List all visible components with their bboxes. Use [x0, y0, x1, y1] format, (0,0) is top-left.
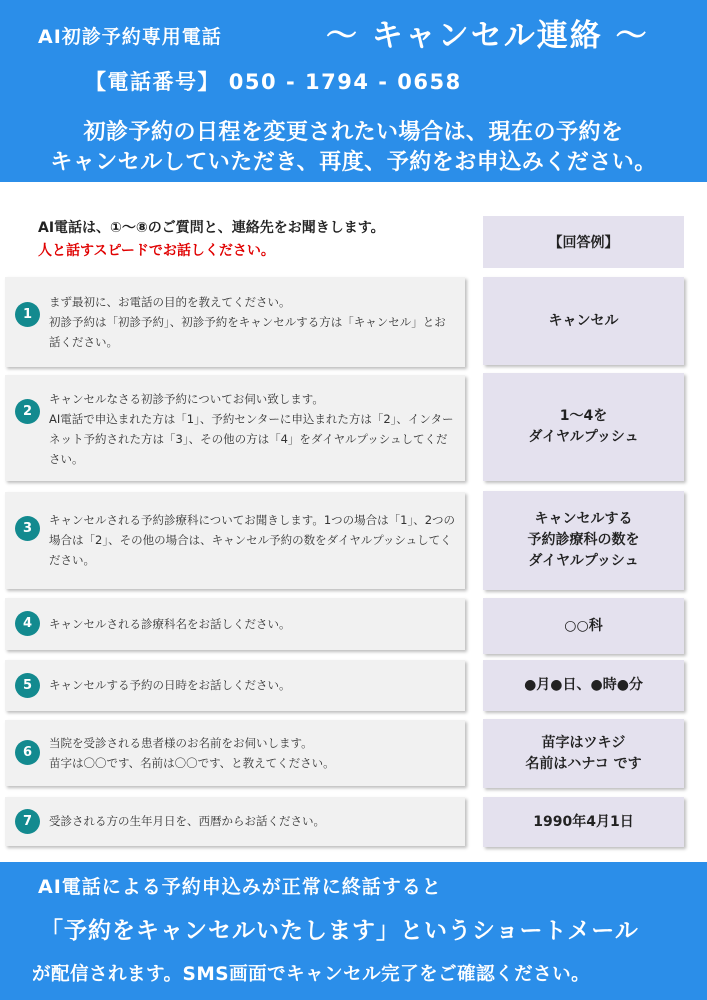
question-box	[5, 492, 465, 589]
footer-line-2: 「予約をキャンセルいたします」というショートメール	[40, 918, 639, 944]
question-box	[5, 375, 465, 481]
answer-box: 1990年4月1日	[483, 797, 684, 847]
question-text: キャンセルなさる初診予約についてお伺い致します。 AI電話で申込まれた方は「1」、予約センターに申込まれた方は「2」、インターネット予約された方は「3」、その他の方は「4」をダイヤルプッシュしてください。	[49, 392, 454, 466]
answer-box: 苗字はツキジ 名前はハナコ です	[483, 719, 684, 788]
intro-warning: 人と話すスピードでお話しください。	[38, 243, 275, 259]
question-text: キャンセルされる予約診療科についてお聞きします。1つの場合は「1」、2つの場合は「2」、その他の場合は、キャンセル予約の数をダイヤルプッシュしてください。	[49, 513, 456, 567]
question-box	[5, 598, 465, 650]
answer-box: ○○科	[483, 598, 684, 654]
question-text: 当院を受診される患者様のお名前をお伺いします。 苗字は〇〇です、名前は〇〇です、と教えてください。	[49, 736, 335, 770]
question-text: 受診される方の生年月日を、西暦からお話ください。	[49, 814, 325, 828]
step-number-badge: 1	[15, 302, 40, 327]
footer-line-1: AI電話による予約申込みが正常に終話すると	[38, 876, 442, 898]
page-title: ～ キャンセル連絡 ～	[326, 18, 649, 54]
step-number-badge: 3	[15, 516, 40, 541]
question-box	[5, 277, 465, 367]
step-number-badge: 7	[15, 809, 40, 834]
footer-line-3: が配信されます。SMS画面でキャンセル完了をご確認ください。	[32, 964, 591, 985]
step-number-badge: 5	[15, 673, 40, 698]
question-text: キャンセルする予約の日時をお話しください。	[49, 678, 291, 692]
step-number-badge: 2	[15, 399, 40, 424]
answer-box: ●月●日、●時●分	[483, 660, 684, 711]
answer-box: キャンセル	[483, 277, 684, 365]
step-number-badge: 4	[15, 611, 40, 636]
question-box	[5, 797, 465, 846]
answer-box: 1～4を ダイヤルプッシュ	[483, 373, 684, 481]
question-text: まず最初に、お電話の目的を教えてください。 初診予約は「初診予約」、初診予約をキャンセルする方は「キャンセル」とお話ください。	[49, 295, 446, 349]
phone-number: 【電話番号】 050 - 1794 - 0658	[85, 70, 462, 94]
step-number-badge: 6	[15, 740, 40, 765]
service-name: AI初診予約専用電話	[38, 26, 222, 48]
notice-line-2: キャンセルしていただき、再度、予約をお申込みください。	[50, 150, 657, 175]
intro-text: AI電話は、①～⑧のご質問と、連絡先をお聞きします。	[38, 220, 385, 236]
question-text: キャンセルされる診療科名をお話しください。	[49, 617, 291, 631]
footer-banner	[0, 862, 707, 1000]
header-banner	[0, 0, 707, 182]
answer-box: キャンセルする 予約診療科の数を ダイヤルプッシュ	[483, 491, 684, 590]
answer-example-header: 【回答例】	[483, 216, 684, 268]
question-box	[5, 660, 465, 711]
question-box	[5, 720, 465, 786]
notice-line-1: 初診予約の日程を変更されたい場合は、現在の予約を	[83, 120, 624, 145]
